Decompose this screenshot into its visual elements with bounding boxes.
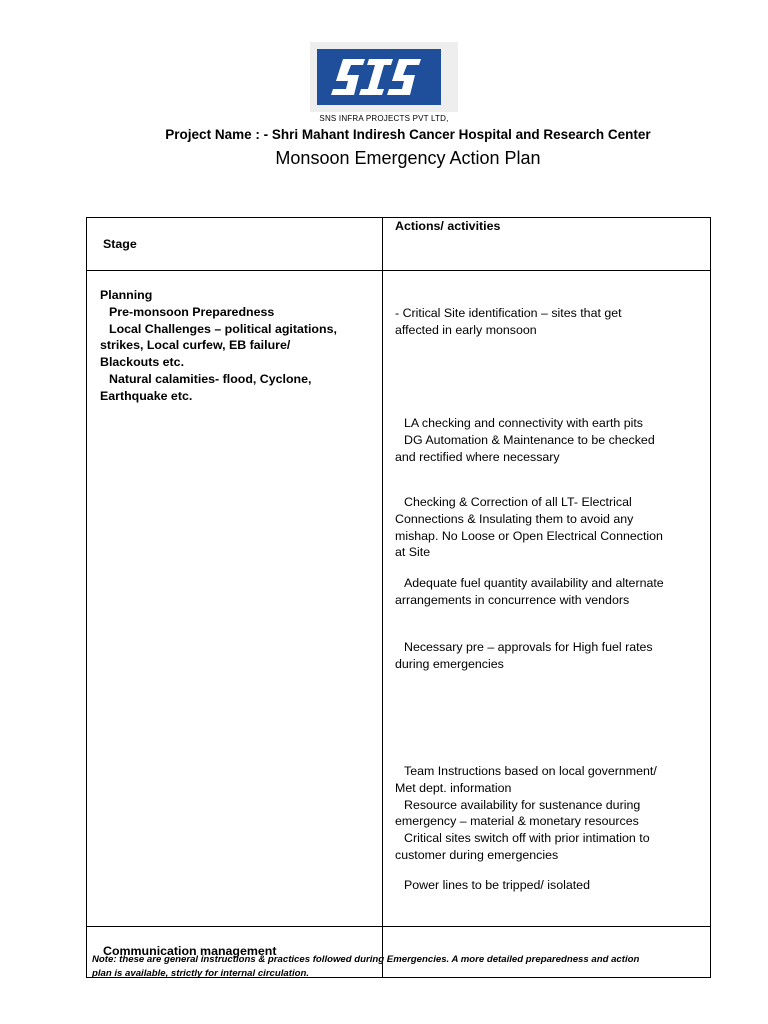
action-text: Necessary pre – approvals for High fuel rates [404, 640, 653, 654]
stage-item: Local Challenges – political agitations, [109, 321, 337, 336]
action-text: during emergencies [395, 656, 504, 671]
action-text: and rectified where necessary [395, 449, 560, 464]
table-row [87, 271, 711, 927]
actions-cell-planning [383, 271, 711, 927]
action-text: Connections & Insulating them to avoid any [395, 511, 634, 526]
action-text: customer during emergencies [395, 847, 559, 862]
action-plan-table [86, 217, 711, 978]
action-text: affected in early monsoon [395, 322, 537, 337]
footnote [92, 953, 682, 980]
action-text: Checking & Correction of all LT- Electrical [404, 495, 632, 509]
action-text: at Site [395, 545, 431, 560]
page-title: Monsoon Emergency Action Plan [275, 148, 541, 168]
stage-cell-communication: Communication management [87, 927, 383, 978]
action-text: Adequate fuel quantity availability and alternate [404, 576, 664, 590]
project-name: Project Name : - Shri Mahant Indiresh Cancer Hospital and Research Center [165, 127, 651, 142]
stage-item-cont: Blackouts etc. [100, 355, 185, 370]
company-name: SNS INFRA PROJECTS PVT LTD, [319, 114, 449, 123]
action-text: - Critical Site identification – sites that get [395, 306, 622, 320]
action-text: Critical sites switch off with prior intimation to [404, 831, 650, 846]
stage-cell-planning [87, 271, 383, 927]
action-item [395, 763, 691, 864]
action-item [395, 877, 691, 894]
action-item [395, 575, 691, 609]
action-text: Resource availability for sustenance during [404, 797, 641, 812]
sns-logo-icon [317, 49, 441, 105]
company-logo [310, 42, 458, 112]
action-text: arrangements in concurrence with vendors [395, 592, 630, 607]
action-text: Met dept. information [395, 780, 512, 795]
footnote-line: plan is available, strictly for internal circulation. [92, 967, 309, 979]
action-text: LA checking and connectivity with earth pits [404, 416, 643, 430]
stage-column-header: Stage [87, 218, 383, 271]
action-item [395, 305, 691, 339]
action-text: emergency – material & monetary resources [395, 814, 639, 829]
stage-item: Natural calamities- flood, Cyclone, [109, 371, 312, 386]
action-text: DG Automation & Maintenance to be checked [404, 432, 655, 447]
action-text: mishap. No Loose or Open Electrical Connection [395, 528, 663, 543]
action-item [395, 415, 691, 465]
action-item [395, 494, 691, 561]
footnote-line: Note: these are general instructions & practices followed during Emergencies. A more detailed preparedness and action [92, 954, 640, 965]
stage-item-cont: strikes, Local curfew, EB failure/ [100, 338, 291, 353]
stage-item: Pre-monsoon Preparedness [109, 304, 275, 319]
table-header-row [87, 218, 711, 271]
stage-heading: Planning [100, 288, 153, 302]
actions-column-header: Actions/ activities [383, 218, 711, 271]
action-item [395, 639, 691, 673]
action-text: Power lines to be tripped/ isolated [404, 878, 590, 892]
stage-item-cont: Earthquake etc. [100, 388, 193, 403]
action-text: Team Instructions based on local government/ [404, 764, 657, 778]
